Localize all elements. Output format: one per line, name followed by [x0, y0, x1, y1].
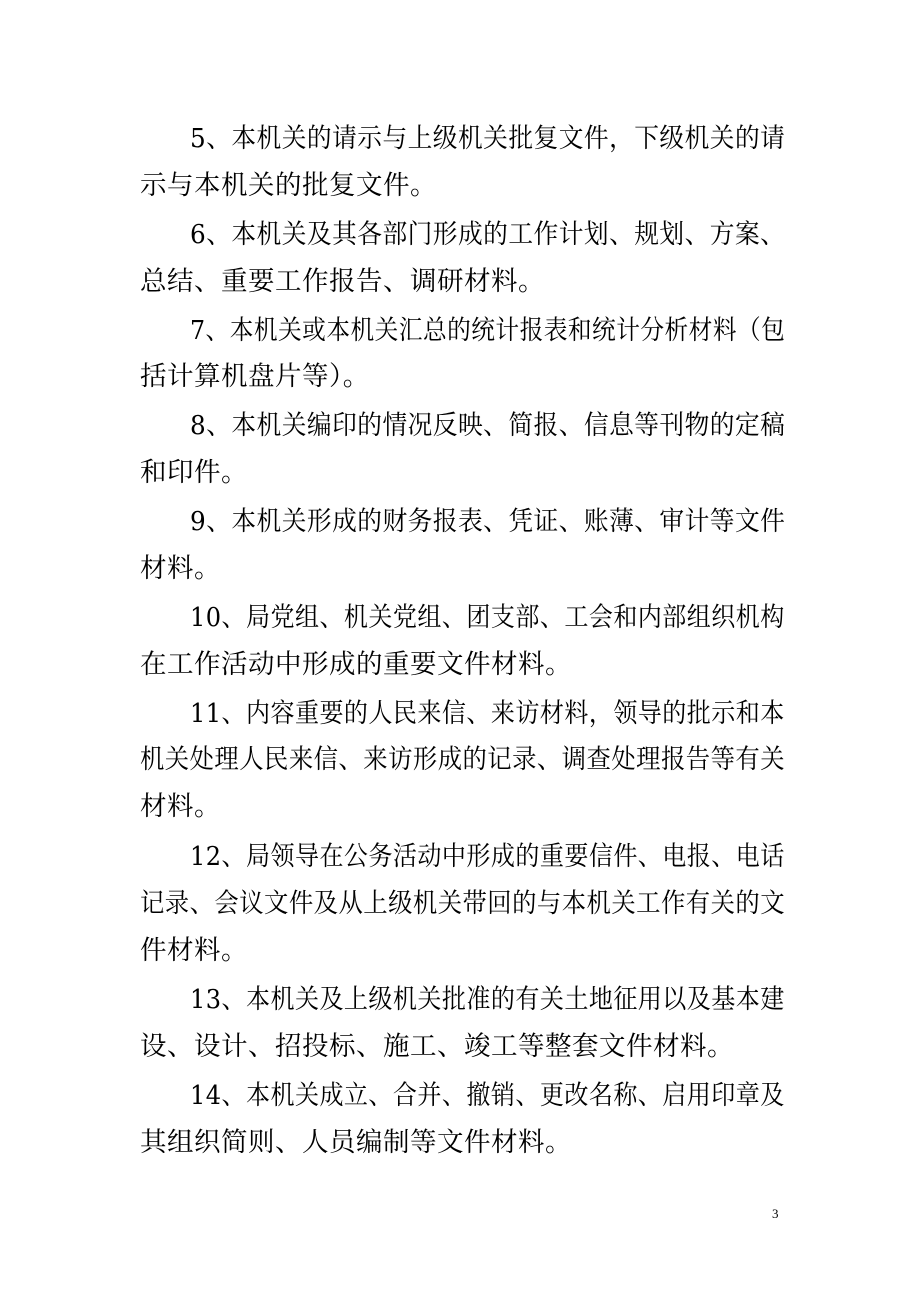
item-12-line-1: 12、局领导在公务活动中形成的重要信件、电报、电话	[190, 841, 785, 872]
item-10-line-2: 在工作活动中形成的重要文件材料。	[140, 649, 572, 680]
item-8-line-2: 和印件。	[140, 457, 248, 488]
item-6-line-1: 6、本机关及其各部门形成的工作计划、规划、方案、	[190, 219, 786, 250]
item-11-line-3: 材料。	[140, 791, 221, 822]
item-14-line-2: 其组织简则、人员编制等文件材料。	[140, 1127, 572, 1158]
item-8-line-1: 8、本机关编印的情况反映、简报、信息等刊物的定稿	[190, 410, 786, 441]
item-13-line-1: 13、本机关及上级机关批准的有关土地征用以及基本建	[190, 984, 785, 1015]
item-10-line-1: 10、局党组、机关党组、团支部、工会和内部组织机构	[190, 602, 785, 633]
item-9-line-1: 9、本机关形成的财务报表、凭证、账薄、审计等文件	[190, 506, 786, 537]
item-5-line-1: 5、本机关的请示与上级机关批复文件，下级机关的请	[190, 123, 786, 154]
item-6-line-2: 总结、重要工作报告、调研材料。	[140, 266, 545, 297]
page-number: 3	[772, 1206, 779, 1221]
item-12-line-2: 记录、会议文件及从上级机关带回的与本机关工作有关的文	[140, 888, 785, 919]
item-5-line-2: 示与本机关的批复文件。	[140, 170, 437, 201]
item-11-line-1: 11、内容重要的人民来信、来访材料，领导的批示和本	[190, 698, 785, 729]
item-14-line-1: 14、本机关成立、合并、撤销、更改名称、启用印章及	[190, 1080, 785, 1111]
item-7-line-1: 7、本机关或本机关汇总的统计报表和统计分析材料（包	[190, 315, 786, 346]
item-13-line-2: 设、设计、招投标、施工、竣工等整套文件材料。	[140, 1031, 734, 1062]
item-9-line-2: 材料。	[140, 553, 221, 584]
item-7-line-2: 括计算机盘片等）。	[140, 361, 370, 392]
item-12-line-3: 件材料。	[140, 935, 248, 966]
item-11-line-2: 机关处理人民来信、来访形成的记录、调查处理报告等有关	[140, 744, 785, 775]
